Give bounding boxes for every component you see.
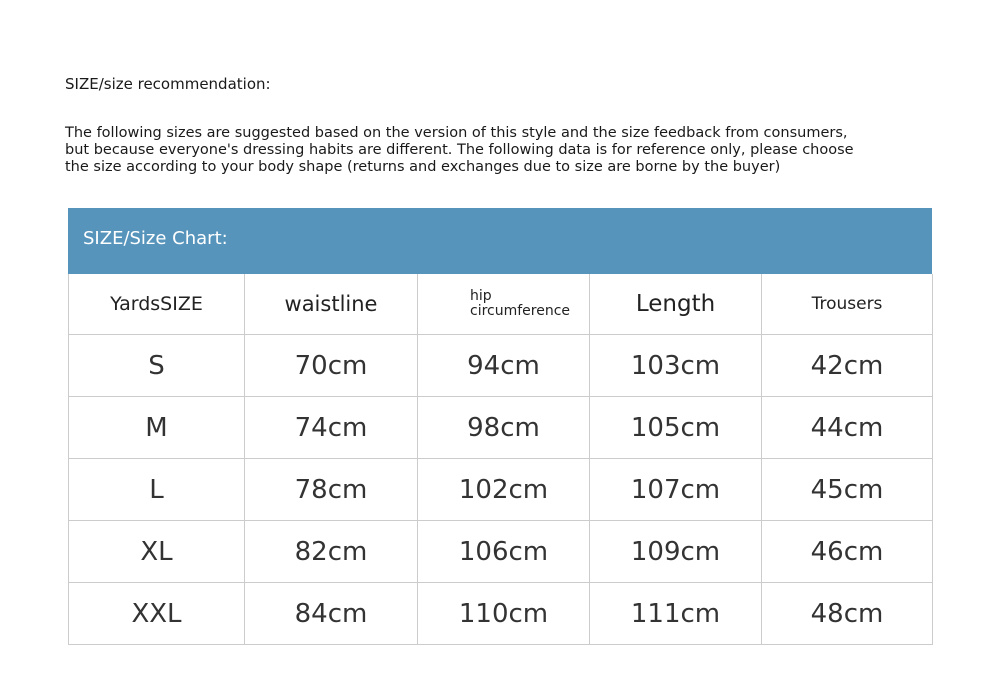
cell-length: 103cm (590, 335, 762, 397)
cell-hip: 102cm (418, 459, 590, 521)
size-recommendation-text (65, 125, 945, 176)
intro-line: the size according to your body shape (returns and exchanges due to size are borne by the buyer) (65, 159, 781, 175)
table-row (69, 583, 933, 645)
cell-size: L (69, 459, 245, 521)
cell-trousers: 48cm (762, 583, 933, 645)
table-row (69, 335, 933, 397)
cell-length: 111cm (590, 583, 762, 645)
cell-waist: 84cm (245, 583, 418, 645)
size-recommendation-heading: SIZE/size recommendation: (65, 75, 271, 93)
cell-waist: 82cm (245, 521, 418, 583)
cell-hip: 110cm (418, 583, 590, 645)
cell-length: 107cm (590, 459, 762, 521)
header-row (69, 274, 933, 335)
size-chart-title: SIZE/Size Chart: (68, 208, 932, 274)
cell-size: M (69, 397, 245, 459)
cell-trousers: 45cm (762, 459, 933, 521)
cell-hip: 106cm (418, 521, 590, 583)
cell-hip: 94cm (418, 335, 590, 397)
cell-trousers: 44cm (762, 397, 933, 459)
header-waistline: waistline (245, 274, 418, 335)
size-chart (68, 208, 932, 645)
cell-size: XXL (69, 583, 245, 645)
header-hip-circumference (418, 274, 590, 335)
table-row (69, 397, 933, 459)
cell-size: XL (69, 521, 245, 583)
cell-trousers: 42cm (762, 335, 933, 397)
table-row (69, 459, 933, 521)
cell-waist: 78cm (245, 459, 418, 521)
table-row (69, 521, 933, 583)
cell-length: 105cm (590, 397, 762, 459)
intro-line: but because everyone's dressing habits are different. The following data is for reference only, please choose (65, 142, 854, 158)
cell-waist: 70cm (245, 335, 418, 397)
header-hip-line1: hip (470, 288, 492, 304)
size-chart-table (68, 274, 933, 645)
cell-hip: 98cm (418, 397, 590, 459)
cell-size: S (69, 335, 245, 397)
header-length: Length (590, 274, 762, 335)
cell-length: 109cm (590, 521, 762, 583)
header-size: YardsSIZE (69, 274, 245, 335)
header-trousers: Trousers (762, 274, 933, 335)
intro-line: The following sizes are suggested based on the version of this style and the size feedback from consumers, (65, 125, 848, 141)
header-hip-line2: circumference (470, 303, 571, 319)
cell-trousers: 46cm (762, 521, 933, 583)
cell-waist: 74cm (245, 397, 418, 459)
